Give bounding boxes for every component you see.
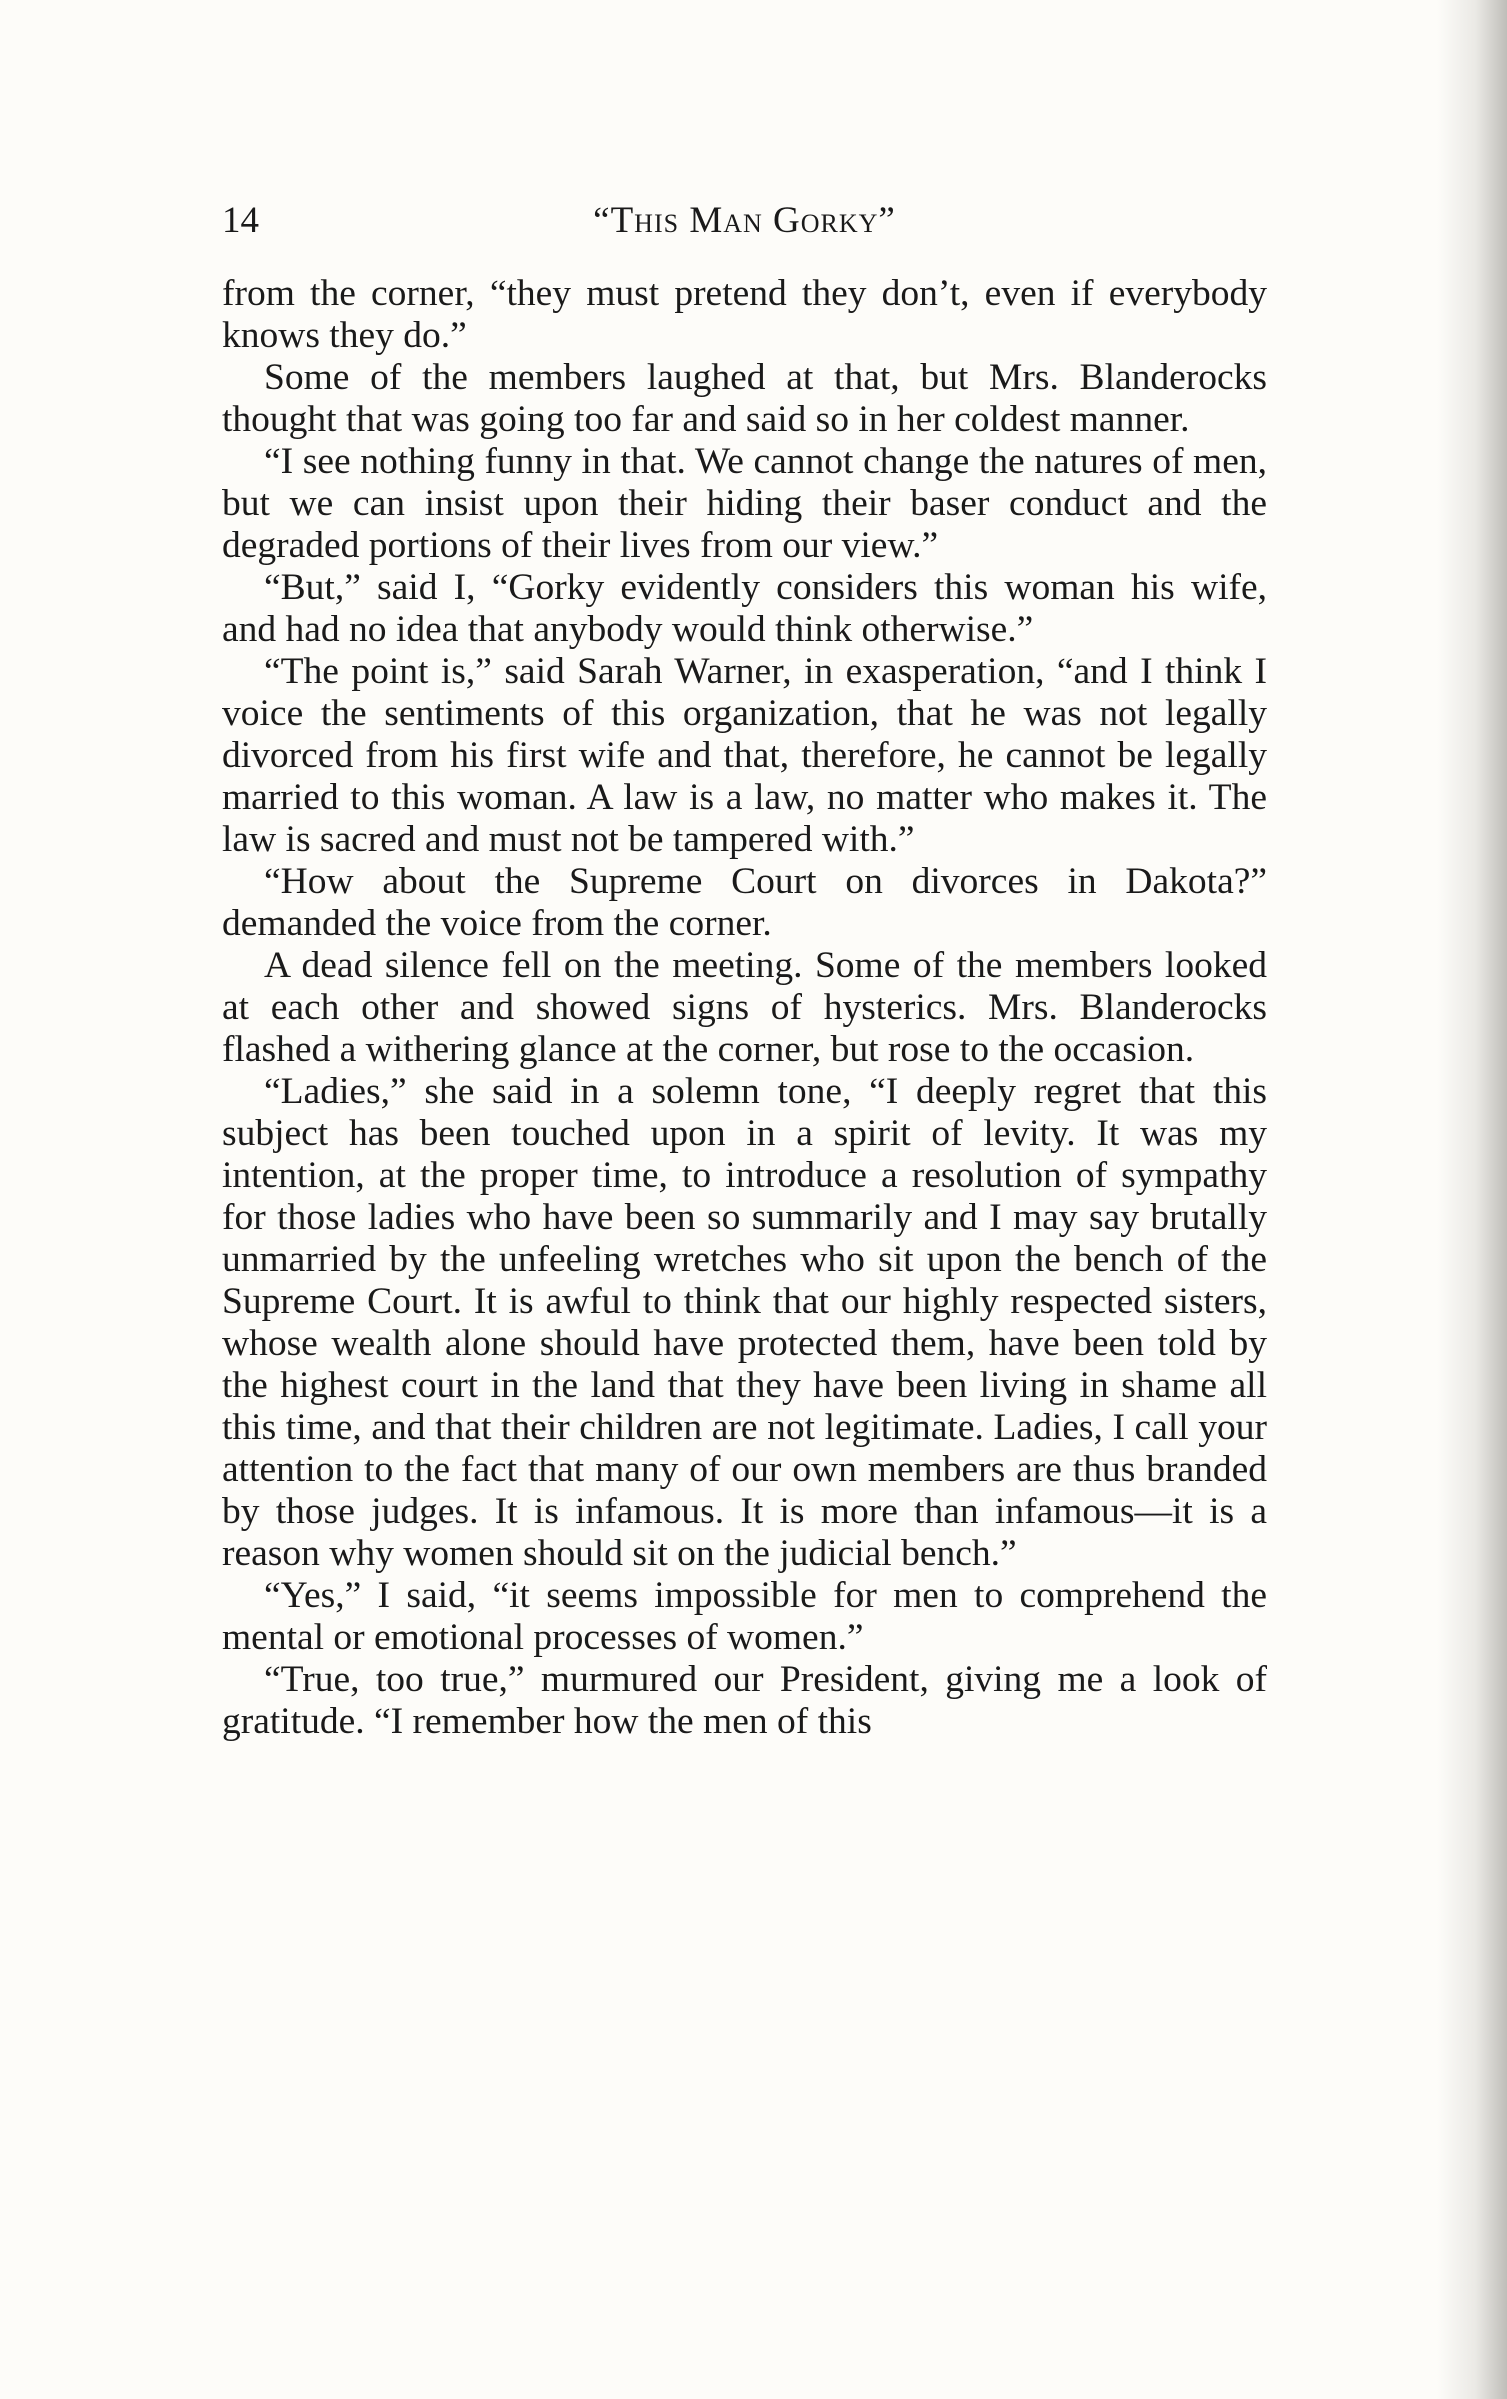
paragraph: Some of the members laughed at that, but Mrs. Blanderocks thought that was going too far and said so in her coldest manner. <box>222 357 1267 440</box>
running-title: “This Man Gorky” <box>593 200 896 241</box>
paragraph: “The point is,” said Sarah Warner, in exasperation, “and I think I voice the sentiments of this organization, that he was not legally divorced from his first wife and that, therefore, he cannot be legally married to this woman. A law is a law, no matter who makes it. The law is sacred and must not be tampered with.” <box>222 651 1267 860</box>
body-text <box>222 273 1267 1743</box>
paragraph: “I see nothing funny in that. We cannot change the natures of men, but we can insist upon their hiding their baser conduct and the degraded portions of their lives from our view.” <box>222 441 1267 566</box>
paragraph: from the corner, “they must pretend they don’t, even if everybody knows they do.” <box>222 273 1267 356</box>
page-number: 14 <box>222 200 259 241</box>
paragraph: “How about the Supreme Court on divorces in Dakota?” demanded the voice from the corner. <box>222 861 1267 944</box>
paragraph: “True, too true,” murmured our President, giving me a look of gratitude. “I remember how the men of this <box>222 1659 1267 1742</box>
page-edge-shadow <box>1437 0 1507 2399</box>
paragraph: A dead silence fell on the meeting. Some of the members looked at each other and showed signs of hysterics. Mrs. Blanderocks flashed a withering glance at the corner, but rose to the occasion. <box>222 945 1267 1070</box>
paragraph: “But,” said I, “Gorky evidently considers this woman his wife, and had no idea that anybody would think otherwise.” <box>222 567 1267 650</box>
paragraph: “Yes,” I said, “it seems impossible for men to comprehend the mental or emotional processes of women.” <box>222 1575 1267 1658</box>
paragraph: “Ladies,” she said in a solemn tone, “I deeply regret that this subject has been touched upon in a spirit of levity. It was my intention, at the proper time, to introduce a resolution of sympathy for those ladies who have been so summarily and I may say brutally unmarried by the unfeeling wretches who sit upon the bench of the Supreme Court. It is awful to think that our highly respected sisters, whose wealth alone should have protected them, have been told by the highest court in the land that they have been living in shame all this time, and that their children are not legitimate. Ladies, I call your attention to the fact that many of our own members are thus branded by those judges. It is infamous. It is more than infamous—it is a reason why women should sit on the judicial bench.” <box>222 1071 1267 1574</box>
page-header <box>222 195 1267 247</box>
